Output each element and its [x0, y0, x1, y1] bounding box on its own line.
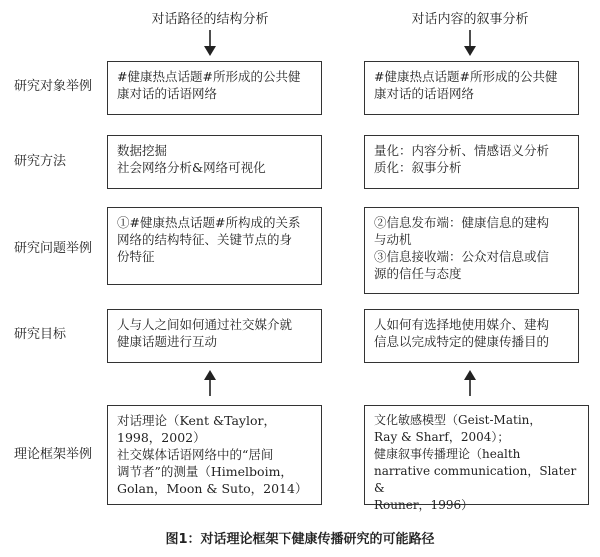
- figure-caption: 图1：对话理论框架下健康传播研究的可能路径: [165, 532, 435, 547]
- right-theory-box: 文化敏感模型（Geist-Matin， Ray & Sharf，2004）； 健康叙事传播理论（health narrative communication，Slater & Rouner，1996）: [364, 405, 589, 505]
- row-label-goal: 研究目标: [14, 327, 67, 342]
- left-question-box: ①#健康热点话题#所构成的关系 网络的结构特征、关键节点的身 份特征: [107, 207, 322, 285]
- row-label-theory: 理论框架举例: [14, 447, 93, 462]
- right-up-arrow-icon: [463, 370, 477, 396]
- left-column-heading: 对话路径的结构分析: [151, 12, 269, 27]
- left-up-arrow-icon: [203, 370, 217, 396]
- left-down-arrow-icon: [203, 30, 217, 56]
- row-label-question: 研究问题举例: [14, 241, 93, 256]
- right-method-box: 量化：内容分析、情感语义分析 质化：叙事分析: [364, 135, 579, 189]
- right-down-arrow-icon: [463, 30, 477, 56]
- left-object-box: #健康热点话题#所形成的公共健 康对话的话语网络: [107, 61, 322, 115]
- left-goal-box: 人与人之间如何通过社交媒介就 健康话题进行互动: [107, 309, 322, 363]
- row-label-method: 研究方法: [14, 154, 67, 169]
- right-goal-box: 人如何有选择地使用媒介、建构 信息以完成特定的健康传播目的: [364, 309, 579, 363]
- right-column-heading: 对话内容的叙事分析: [411, 12, 529, 27]
- row-label-object: 研究对象举例: [14, 79, 93, 94]
- left-method-box: 数据挖掘 社会网络分析&网络可视化: [107, 135, 322, 189]
- right-question-box: ②信息发布端：健康信息的建构 与动机 ③信息接收端：公众对信息或信 源的信任与态度: [364, 207, 579, 294]
- right-object-box: #健康热点话题#所形成的公共健 康对话的话语网络: [364, 61, 579, 115]
- left-theory-box: 对话理论（Kent &Taylor， 1998，2002） 社交媒体话语网络中的“居间 调节者”的测量（Himelboim， Golan，Moon & Suto，2014）: [107, 405, 322, 505]
